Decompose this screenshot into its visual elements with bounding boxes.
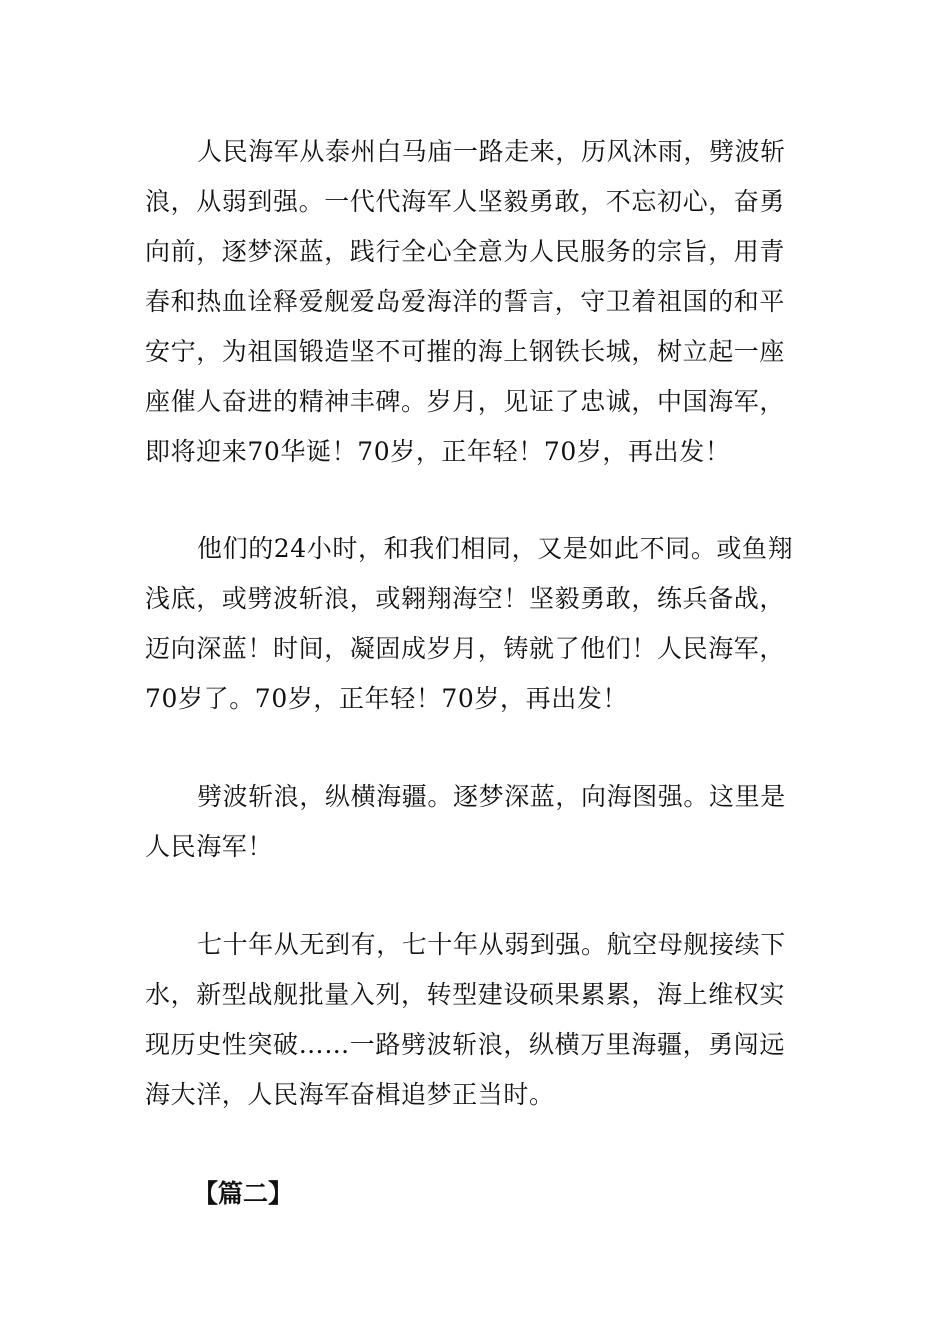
paragraph-line: 春和热血诠释爱舰爱岛爱海洋的誓言，守卫着祖国的和平 (145, 287, 786, 316)
paragraph-line: 座催人奋进的精神丰碑。岁月，见证了忠诚，中国海军， (145, 387, 786, 416)
paragraph-line: 现历史性突破……一路劈波斩浪，纵横万里海疆，勇闯远 (145, 1030, 786, 1059)
paragraph-line: 迈向深蓝！时间，凝固成岁月，铸就了他们！人民海军， (145, 634, 786, 663)
paragraph-line: 即将迎来70华诞！70岁，正年轻！70岁，再出发！ (145, 437, 731, 466)
paragraph-line: 浅底，或劈波斩浪，或翱翔海空！坚毅勇敢，练兵备战， (145, 584, 786, 613)
paragraph-line: 海大洋，人民海军奋楫追梦正当时。 (145, 1080, 555, 1109)
paragraph-line: 他们的24小时，和我们相同，又是如此不同。或鱼翔 (197, 534, 794, 563)
paragraph-line: 人民海军从泰州白马庙一路走来，历风沐雨，劈波斩 (197, 137, 786, 166)
paragraph-line: 向前，逐梦深蓝，践行全心全意为人民服务的宗旨，用青 (145, 237, 786, 266)
paragraph-line: 70岁了。70岁，正年轻！70岁，再出发！ (145, 684, 629, 713)
section-heading: 【篇二】 (193, 1179, 294, 1208)
paragraph-line: 人民海军！ (145, 832, 274, 861)
paragraph-line: 七十年从无到有，七十年从弱到强。航空母舰接续下 (197, 930, 786, 959)
paragraph-line: 浪，从弱到强。一代代海军人坚毅勇敢，不忘初心，奋勇 (145, 187, 786, 216)
paragraph-line: 劈波斩浪，纵横海疆。逐梦深蓝，向海图强。这里是 (197, 782, 786, 811)
paragraph-line: 安宁，为祖国锻造坚不可摧的海上钢铁长城，树立起一座 (145, 337, 786, 366)
paragraph-line: 水，新型战舰批量入列，转型建设硕果累累，海上维权实 (145, 980, 786, 1009)
